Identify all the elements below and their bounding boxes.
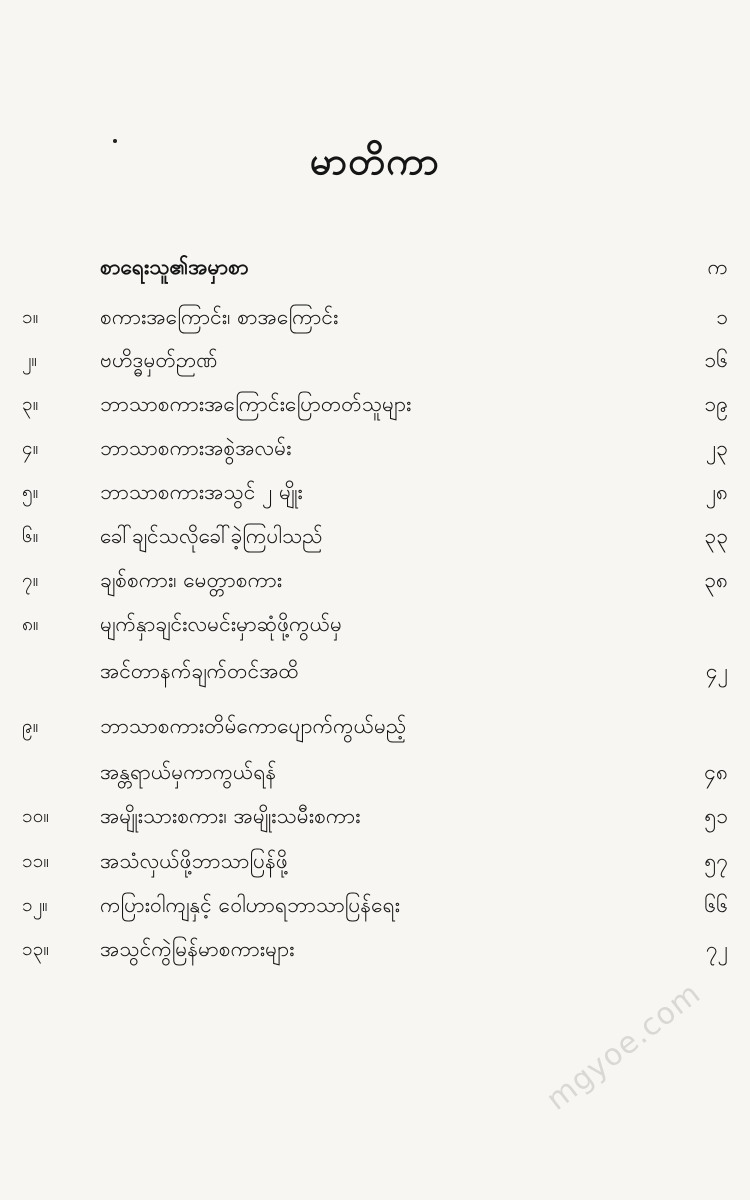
- toc-page: ၄၂: [705, 659, 728, 683]
- toc-number: ၂။: [22, 349, 38, 371]
- toc-label: စာရေးသူ၏အမှာစာ: [100, 255, 249, 279]
- toc-page: ၃၃: [704, 524, 728, 548]
- toc-number: ၃။: [22, 393, 39, 415]
- toc-row: [0, 796, 750, 836]
- toc-label: အမျိုးသားစကား၊ အမျိုးသမီးစကား: [100, 804, 361, 828]
- toc-label: ချစ်စကား၊ မေတ္တာစကား: [100, 568, 283, 592]
- toc-page: ၆၆: [704, 893, 728, 917]
- toc-page: ၂၃: [705, 436, 728, 460]
- toc-number: ၁၁။: [22, 850, 50, 872]
- toc-page: ၅၇: [704, 849, 728, 873]
- toc-number: ၄။: [22, 437, 39, 459]
- toc-label: ခေါ်ချင်သလိုခေါ်ခဲ့ကြပါသည်: [100, 524, 323, 548]
- toc-page: ၁၉: [704, 392, 728, 416]
- toc-row: [0, 604, 750, 644]
- toc-number: ၆။: [22, 525, 39, 547]
- toc-row: [0, 929, 750, 969]
- toc-label: အင်တာနက်ချက်တင်အထိ: [100, 659, 299, 683]
- toc-row: [0, 706, 750, 746]
- toc-number: ၁၃။: [22, 938, 50, 960]
- toc-page: ၂၈: [705, 480, 728, 504]
- toc-label: ဘာသာစကားအစွဲအလမ်း: [100, 436, 292, 460]
- toc-row: [0, 560, 750, 600]
- toc-label: အသံလှယ်ဖို့ဘာသာပြန်ဖို့: [100, 849, 288, 873]
- page-title: မာတိကာ: [309, 139, 441, 183]
- toc-row: [0, 472, 750, 512]
- toc-page: ၃၈: [704, 568, 728, 592]
- toc-page: ၁၆: [704, 348, 728, 372]
- toc-row: [0, 297, 750, 337]
- toc-label: စကားအကြောင်း၊ စာအကြောင်း: [100, 305, 339, 329]
- toc-number: ၁၀။: [22, 805, 50, 827]
- toc-label: ကပြား၀ါကျနှင့် ၀ေါဟာရဘာသာပြန်ရေး: [100, 893, 400, 917]
- toc-page: က: [707, 255, 728, 279]
- toc-label: အန္တရာယ်မှကာကွယ်ရန်: [100, 760, 277, 784]
- toc-page: ၇၂: [705, 937, 728, 961]
- toc-page: ၁: [716, 305, 728, 329]
- toc-label: ဘာသာစကားအကြောင်းပြောတတ်သူများ: [100, 392, 412, 416]
- toc-number: ၈။: [22, 613, 39, 635]
- toc-row: [0, 384, 750, 424]
- toc-row: [0, 428, 750, 468]
- toc-number: ၇။: [22, 569, 39, 591]
- toc-label: မျက်နှာချင်းလမင်းမှာဆုံဖို့ကွယ်မှ: [100, 612, 342, 636]
- toc-number: ၁၂။: [22, 894, 48, 916]
- toc-row: [0, 841, 750, 881]
- toc-number: ၉။: [22, 715, 39, 737]
- toc-number: ၁။: [22, 306, 39, 328]
- toc-row-continued: [0, 752, 750, 792]
- toc-page: ၅၁: [704, 804, 728, 828]
- toc-row: [0, 516, 750, 556]
- toc-row: [0, 885, 750, 925]
- toc-row-continued: [0, 651, 750, 691]
- toc-row-preface: [0, 247, 750, 287]
- toc-label: အသွင်ကွဲမြန်မာစကားများ: [100, 937, 295, 961]
- toc-label: ဘာသာစကားတိမ်ကောပျောက်ကွယ်မည့်: [100, 714, 407, 738]
- toc-page: ၄၈: [704, 760, 728, 784]
- watermark: mgyoe.com: [540, 975, 708, 1118]
- toc-label: ဘာသာစကားအသွင် ၂ မျိုး: [100, 480, 303, 504]
- toc-number: ၅။: [22, 481, 39, 503]
- toc-label: ဗဟိဒ္ဓမှတ်ဉာဏ်: [100, 348, 218, 372]
- toc-row: [0, 340, 750, 380]
